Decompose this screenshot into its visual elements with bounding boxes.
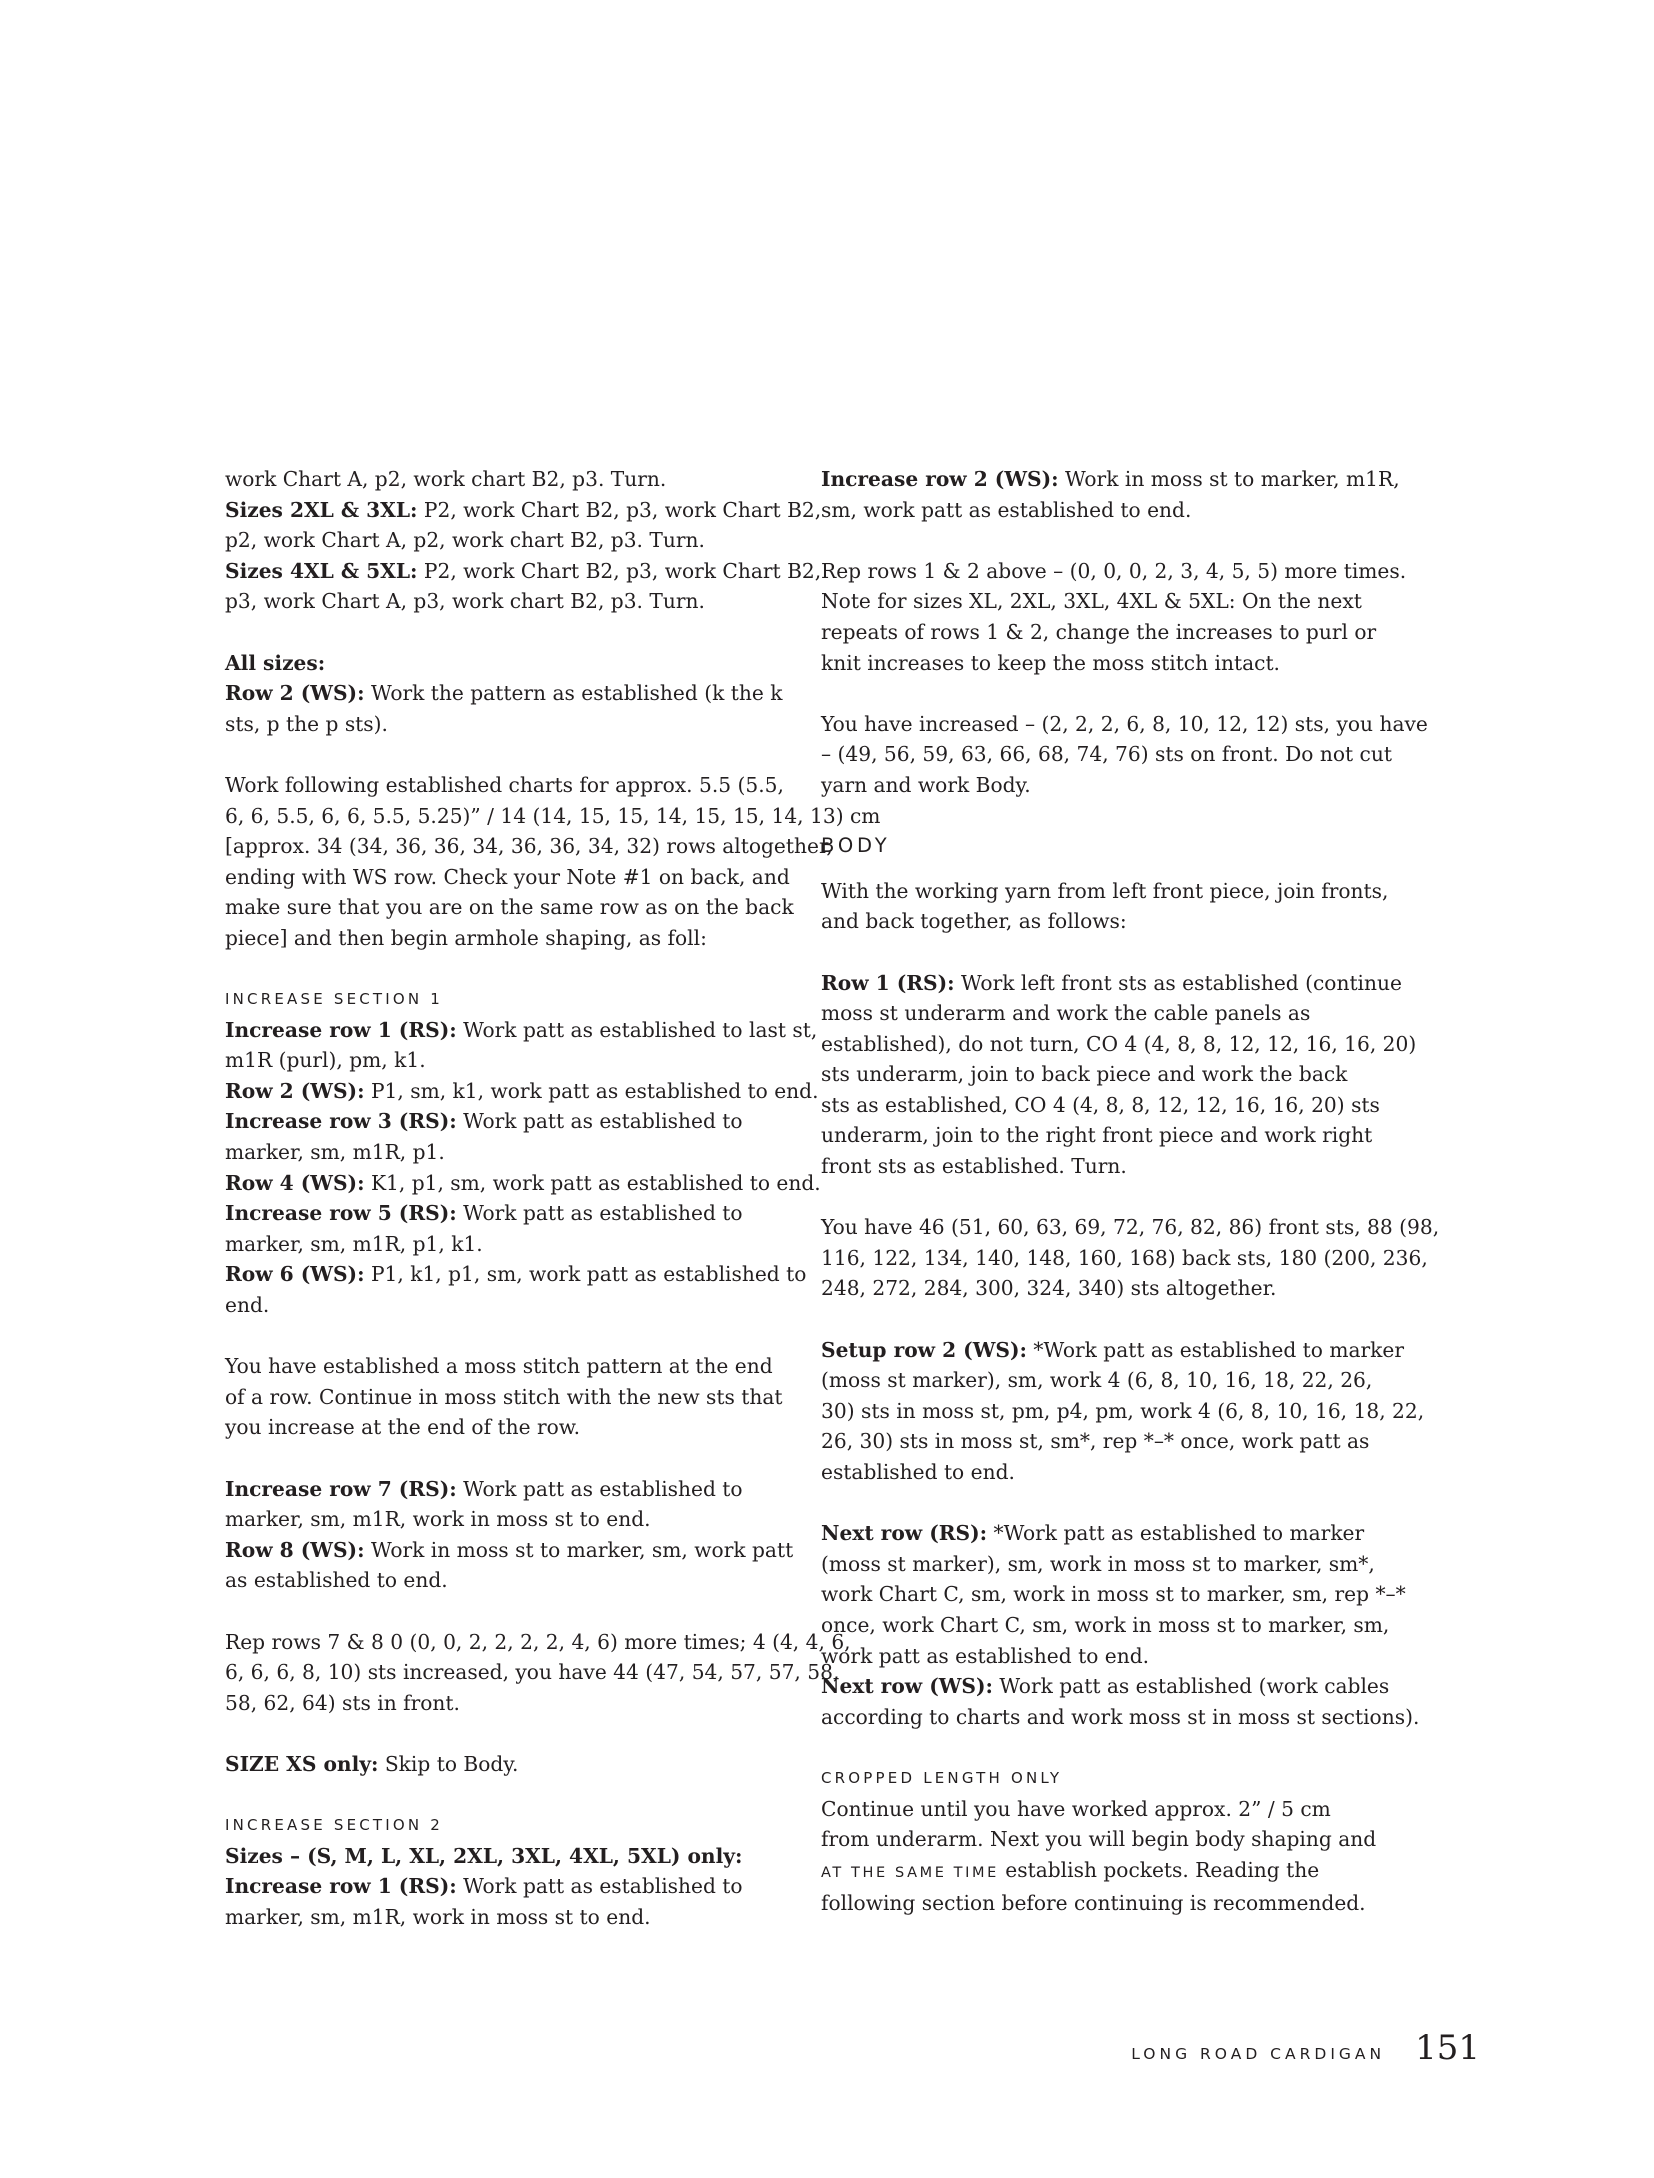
text-line — [821, 1059, 1361, 1090]
body-heading: BODY — [821, 834, 891, 858]
line-text: marker, sm, m1R, p1. — [225, 1140, 445, 1165]
line-text: 6, 6, 6, 8, 10) sts increased, you have 44 (47, 54, 57, 57, 58, — [225, 1660, 840, 1685]
line-text: Work patt as established (work cables — [993, 1674, 1390, 1699]
line-text: You have established a moss stitch pattern at the end — [225, 1354, 773, 1379]
bold-label: Increase row 7 (RS): — [225, 1476, 457, 1501]
paragraph — [821, 968, 1417, 1182]
text-line — [821, 1794, 1361, 1825]
text-line — [225, 648, 765, 679]
bold-label: Increase row 2 (WS): — [821, 467, 1059, 491]
bold-label: Increase row 5 (RS): — [225, 1201, 457, 1226]
line-text: Work left front sts as established (continue — [954, 970, 1402, 995]
text-line — [821, 1457, 1361, 1488]
text-line — [225, 1657, 840, 1688]
line-text: *Work patt as established to marker — [987, 1521, 1365, 1546]
text-line — [225, 892, 794, 923]
text-line — [821, 770, 1361, 801]
text-line — [821, 1671, 1390, 1702]
paragraph — [225, 1351, 783, 1443]
line-text: sm, work patt as established to end. — [821, 497, 1192, 522]
line-text: 26, 30) sts in moss st, sm*, rep *–* once, work patt as — [821, 1429, 1370, 1454]
line-text: front sts as established. Turn. — [821, 1154, 1127, 1179]
text-line — [225, 923, 765, 954]
bold-label: Row 4 (WS): — [225, 1170, 365, 1195]
text-line — [225, 709, 765, 740]
bold-label: Increase row 1 (RS): — [225, 1017, 457, 1042]
line-text: P2, work Chart B2, p3, work Chart B2, — [417, 497, 822, 522]
text-line — [225, 1841, 765, 1872]
text-line — [821, 1243, 1428, 1274]
line-text: Rep rows 1 & 2 above – (0, 0, 0, 2, 3, 4, 5, 5) more times. — [821, 558, 1407, 583]
line-text: Work the pattern as established (k the k — [364, 681, 783, 706]
line-text: work Chart A, p2, work chart B2, p3. Turn. — [225, 467, 667, 491]
paragraph — [821, 464, 1400, 525]
line-text: make sure that you are on the same row as on the back — [225, 895, 794, 920]
line-text: Work following established charts for approx. 5.5 (5.5, — [225, 772, 784, 797]
line-text: 116, 122, 134, 140, 148, 160, 168) back sts, 180 (200, 236, — [821, 1245, 1428, 1270]
text-line — [821, 648, 1361, 679]
text-line — [821, 1426, 1370, 1457]
paragraph — [225, 464, 822, 617]
paragraph — [225, 1749, 765, 1780]
paragraph — [225, 1841, 765, 1933]
paragraph — [225, 1627, 851, 1719]
section-heading: CROPPED LENGTH ONLY — [821, 1768, 1063, 1787]
line-text: Work patt as established to last st, — [456, 1017, 818, 1042]
line-text: You have increased – (2, 2, 2, 6, 8, 10, 12, 12) sts, you have — [821, 711, 1428, 736]
text-line — [821, 617, 1377, 648]
text-line — [821, 586, 1361, 617]
text-line — [225, 1565, 765, 1596]
paragraph — [821, 1335, 1425, 1488]
text-line — [821, 1365, 1373, 1396]
text-line — [225, 464, 765, 495]
text-line — [821, 1610, 1390, 1641]
text-line — [821, 1641, 1361, 1672]
text-line — [225, 1168, 821, 1199]
text-line — [225, 1290, 765, 1321]
bold-label: Row 8 (WS): — [225, 1537, 365, 1562]
text-line — [821, 968, 1402, 999]
line-text: established), do not turn, CO 4 (4, 8, 8, 12, 12, 16, 16, 20) — [821, 1031, 1417, 1056]
text-line — [225, 495, 822, 526]
text-line — [821, 1549, 1375, 1580]
text-line — [821, 1029, 1417, 1060]
bold-label: Sizes 2XL & 3XL: — [225, 497, 418, 522]
line-text: You have 46 (51, 60, 63, 69, 72, 76, 82, 86) front sts, 88 (98, — [821, 1215, 1440, 1240]
text-line — [821, 1090, 1380, 1121]
line-text: Work patt as established to — [456, 1109, 743, 1134]
paragraph — [821, 876, 1389, 937]
text-line — [225, 1351, 773, 1382]
bold-label: Row 2 (WS): — [225, 681, 365, 706]
text-line — [821, 1702, 1420, 1733]
text-line — [821, 464, 1400, 495]
bold-label: Row 1 (RS): — [821, 970, 955, 995]
line-text: Note for sizes XL, 2XL, 3XL, 4XL & 5XL: On the next — [821, 589, 1362, 614]
line-text: work Chart C, sm, work in moss st to marker, sm, rep *–* — [821, 1582, 1406, 1607]
text-line — [225, 1474, 765, 1505]
text-line — [225, 1412, 765, 1443]
line-text: (moss st marker), sm, work 4 (6, 8, 10, 16, 18, 22, 26, — [821, 1368, 1373, 1393]
bold-label: All sizes: — [225, 650, 326, 675]
text-line — [821, 1579, 1406, 1610]
line-text: P1, k1, p1, sm, work patt as established to — [364, 1262, 807, 1287]
bold-label: Next row (WS): — [821, 1674, 993, 1699]
running-title: LONG ROAD CARDIGAN — [1131, 2045, 1386, 2063]
right-column — [821, 464, 1440, 1950]
bold-label: Next row (RS): — [821, 1521, 988, 1546]
text-line — [225, 1382, 783, 1413]
paragraph — [821, 1794, 1377, 1919]
text-line — [821, 1824, 1377, 1855]
line-text: (moss st marker), sm, work in moss st to marker, sm*, — [821, 1551, 1375, 1576]
line-text: following section before continuing is recommended. — [821, 1891, 1366, 1916]
text-line — [225, 1229, 765, 1260]
line-text: Continue until you have worked approx. 2” / 5 cm — [821, 1796, 1331, 1821]
line-text: p3, work Chart A, p3, work chart B2, p3. Turn. — [225, 589, 705, 614]
line-text: moss st underarm and work the cable panels as — [821, 1001, 1311, 1026]
text-line — [821, 1888, 1366, 1919]
text-line — [225, 1259, 807, 1290]
text-line — [821, 495, 1361, 526]
text-line — [225, 1076, 819, 1107]
line-text: Skip to Body. — [378, 1751, 519, 1776]
text-line — [225, 1045, 765, 1076]
text-line — [225, 1106, 765, 1137]
line-text: Work in moss st to marker, m1R, — [1058, 467, 1400, 491]
paragraph — [821, 709, 1428, 801]
text-line — [225, 525, 765, 556]
text-line — [225, 1015, 818, 1046]
line-text: m1R (purl), pm, k1. — [225, 1048, 426, 1073]
text-line — [225, 801, 881, 832]
text-line — [821, 709, 1428, 740]
line-text: marker, sm, m1R, p1, k1. — [225, 1231, 483, 1256]
line-text: With the working yarn from left front piece, join fronts, — [821, 878, 1389, 903]
line-text: underarm, join to the right front piece and work right — [821, 1123, 1373, 1148]
line-text: end. — [225, 1293, 270, 1318]
text-line — [225, 1749, 765, 1780]
text-line — [225, 1137, 765, 1168]
bold-label: Sizes 4XL & 5XL: — [225, 558, 418, 583]
text-line — [821, 998, 1361, 1029]
text-line — [821, 556, 1407, 587]
text-line — [225, 770, 784, 801]
line-text: from underarm. Next you will begin body shaping and — [821, 1827, 1377, 1852]
text-line — [225, 831, 833, 862]
line-text: establish pockets. Reading the — [998, 1857, 1320, 1882]
line-text: P1, sm, k1, work patt as established to end. — [364, 1078, 819, 1103]
line-text: marker, sm, m1R, work in moss st to end. — [225, 1507, 651, 1532]
line-text: 30) sts in moss st, pm, p4, pm, work 4 (6, 8, 10, 16, 18, 22, — [821, 1398, 1425, 1423]
line-text: of a row. Continue in moss stitch with the new sts that — [225, 1384, 783, 1409]
line-text: p2, work Chart A, p2, work chart B2, p3. Turn. — [225, 528, 705, 553]
line-text: knit increases to keep the moss stitch intact. — [821, 650, 1280, 675]
text-line — [821, 1335, 1405, 1366]
text-line — [225, 556, 822, 587]
text-line — [225, 1198, 765, 1229]
line-text: 58, 62, 64) sts in front. — [225, 1690, 460, 1715]
line-text: work patt as established to end. — [821, 1643, 1150, 1668]
bold-label: Increase row 3 (RS): — [225, 1109, 457, 1134]
line-text: sts as established, CO 4 (4, 8, 8, 12, 12, 16, 16, 20) sts — [821, 1092, 1380, 1117]
paragraph — [225, 1474, 794, 1596]
line-text: Work in moss st to marker, sm, work patt — [364, 1537, 794, 1562]
bold-label: Sizes – (S, M, L, XL, 2XL, 3XL, 4XL, 5XL) only: — [225, 1843, 743, 1868]
text-line — [821, 876, 1389, 907]
line-text: repeats of rows 1 & 2, change the increases to purl or — [821, 619, 1377, 644]
line-text: as established to end. — [225, 1568, 448, 1593]
paragraph — [821, 556, 1407, 678]
paragraph — [821, 1212, 1440, 1304]
line-text: according to charts and work moss st in moss st sections). — [821, 1704, 1420, 1729]
line-text: [approx. 34 (34, 36, 36, 34, 36, 36, 34, 32) rows altogether, — [225, 834, 833, 859]
paragraph — [821, 1518, 1420, 1732]
line-text: P2, work Chart B2, p3, work Chart B2, — [417, 558, 822, 583]
text-line — [225, 1688, 765, 1719]
line-text: 6, 6, 5.5, 6, 6, 5.5, 5.25)” / 14 (14, 15, 15, 14, 15, 15, 14, 13) cm — [225, 803, 881, 828]
small-caps-text: AT THE SAME TIME — [821, 1864, 999, 1881]
bold-label: SIZE XS only: — [225, 1751, 379, 1776]
line-text: yarn and work Body. — [821, 772, 1031, 797]
line-text: Work patt as established to — [456, 1874, 743, 1899]
text-line — [225, 678, 783, 709]
line-text: once, work Chart C, sm, work in moss st to marker, sm, — [821, 1612, 1390, 1637]
line-text: ending with WS row. Check your Note #1 on back, and — [225, 864, 790, 889]
line-text: piece] and then begin armhole shaping, as foll: — [225, 925, 707, 950]
text-line — [821, 739, 1392, 770]
text-line — [225, 1535, 794, 1566]
line-text: Work patt as established to — [456, 1476, 743, 1501]
bold-label: Row 2 (WS): — [225, 1078, 365, 1103]
bold-label: Row 6 (WS): — [225, 1262, 365, 1287]
text-line — [225, 1627, 851, 1658]
text-line — [821, 1151, 1361, 1182]
line-text: sts, p the p sts). — [225, 711, 388, 736]
page-footer — [1131, 2028, 1480, 2068]
text-line — [821, 1396, 1425, 1427]
line-text: Work patt as established to — [456, 1201, 743, 1226]
line-text: you increase at the end of the row. — [225, 1415, 581, 1440]
line-text: 248, 272, 284, 300, 324, 340) sts altogether. — [821, 1276, 1277, 1301]
text-line — [225, 1504, 765, 1535]
line-text: – (49, 56, 59, 63, 66, 68, 74, 76) sts on front. Do not cut — [821, 742, 1392, 767]
text-line — [821, 1518, 1365, 1549]
line-text: sts underarm, join to back piece and work the back — [821, 1062, 1348, 1087]
text-line — [225, 1871, 765, 1902]
section-heading: INCREASE SECTION 1 — [225, 990, 444, 1009]
line-text: Rep rows 7 & 8 0 (0, 0, 2, 2, 2, 2, 4, 6) more times; 4 (4, 4, 6, — [225, 1629, 851, 1654]
line-text: marker, sm, m1R, work in moss st to end. — [225, 1904, 651, 1929]
text-line — [225, 862, 790, 893]
text-line — [821, 1855, 1361, 1889]
text-line — [821, 1212, 1440, 1243]
line-text: established to end. — [821, 1460, 1015, 1484]
line-text: K1, p1, sm, work patt as established to end. — [364, 1170, 821, 1195]
paragraph — [225, 648, 783, 740]
bold-label: Increase row 1 (RS): — [225, 1874, 457, 1899]
page-number: 151 — [1415, 2028, 1480, 2068]
text-line — [225, 1902, 765, 1933]
paragraph — [225, 1015, 821, 1321]
line-text: *Work patt as established to marker — [1026, 1337, 1405, 1362]
text-line — [821, 906, 1361, 937]
text-line — [225, 586, 765, 617]
bold-label: Setup row 2 (WS): — [821, 1337, 1027, 1362]
section-heading: INCREASE SECTION 2 — [225, 1816, 444, 1835]
text-line — [821, 1120, 1373, 1151]
line-text: and back together, as follows: — [821, 909, 1127, 934]
left-column — [225, 464, 881, 1963]
text-line — [821, 1273, 1361, 1304]
